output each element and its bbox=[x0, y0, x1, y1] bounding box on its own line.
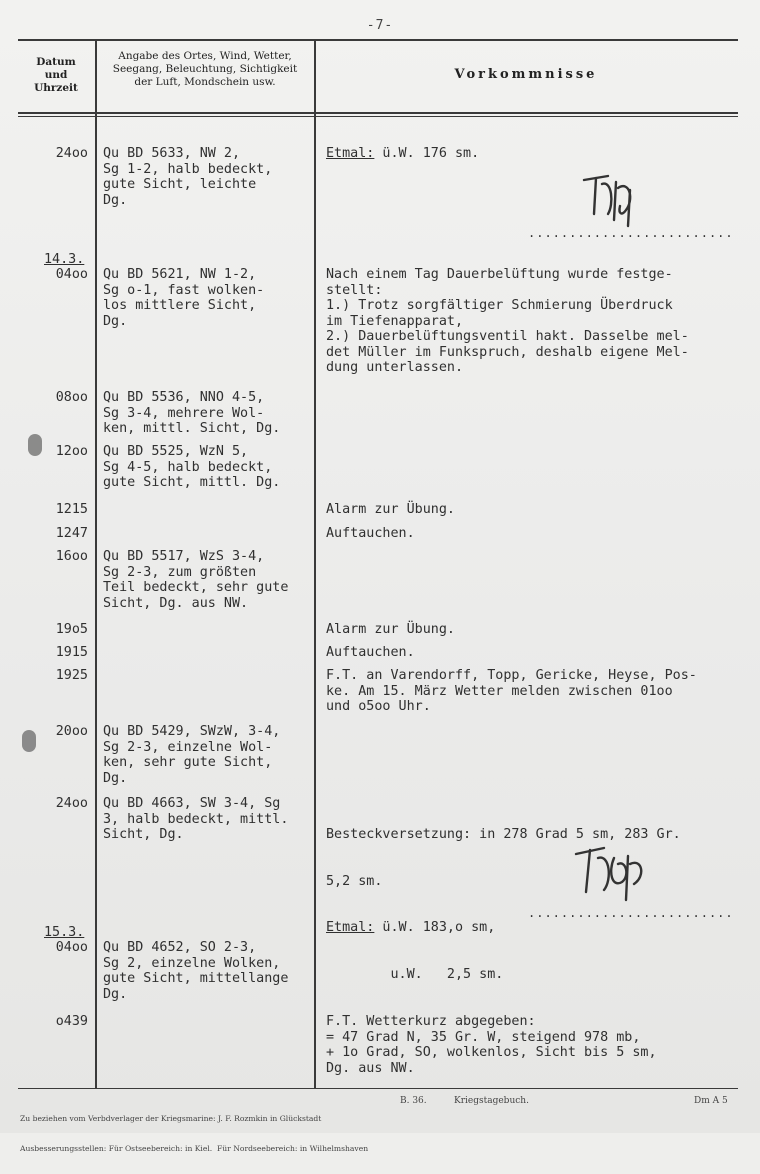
entry-time: 1915 bbox=[55, 645, 88, 660]
event-line: = 47 Grad N, 35 Gr. W, steigend 978 mb, bbox=[326, 1029, 641, 1045]
form-title: Kriegstagebuch. bbox=[454, 1096, 529, 1106]
header-date-line: und bbox=[44, 69, 68, 81]
entry-event bbox=[326, 1014, 657, 1076]
page-number: -7- bbox=[366, 18, 394, 33]
entry-location bbox=[103, 146, 272, 208]
header-location-line: der Luft, Mondschein usw. bbox=[134, 76, 276, 88]
location-line: Sicht, Dg. aus NW. bbox=[103, 595, 249, 611]
location-line: Qu BD 5536, NNO 4-5, bbox=[103, 390, 265, 405]
location-line: Qu BD 5517, WzS 3-4, bbox=[103, 549, 265, 564]
entry-time: 24oo bbox=[55, 796, 88, 811]
header-location-line: Seegang, Beleuchtung, Sichtigkeit bbox=[112, 63, 298, 75]
entry-location bbox=[103, 444, 280, 491]
entry-date: 15.3. bbox=[44, 925, 85, 940]
footer-line: Ausbesserungsstellen: Für Ostseebereich: in Kiel. Für Nordseebereich: in Wilhelmshaven bbox=[20, 1144, 369, 1153]
form-number: B. 36. bbox=[400, 1096, 427, 1106]
event-line: + 1o Grad, SO, wolkenlos, Sicht bis 5 sm, bbox=[326, 1045, 657, 1060]
location-line: los mittlere Sicht, bbox=[103, 298, 257, 313]
header-location-column bbox=[97, 50, 313, 89]
event-line bbox=[326, 920, 681, 936]
entry-time: 1247 bbox=[55, 526, 88, 541]
location-line: Sg 2, einzelne Wolken, bbox=[103, 955, 281, 971]
entry-event: Alarm zur Übung. bbox=[326, 622, 455, 637]
column-rule-1 bbox=[95, 39, 97, 1089]
entry-event bbox=[326, 668, 697, 715]
event-line: F.T. an Varendorff, Topp, Gericke, Heyse, Pos- bbox=[326, 668, 697, 683]
entry-time: 04oo bbox=[55, 267, 88, 282]
entry-location bbox=[103, 549, 288, 611]
event-line: stellt: bbox=[326, 282, 383, 298]
entry-event: Alarm zur Übung. bbox=[326, 502, 455, 517]
location-line: 3, halb bedeckt, mittl. bbox=[103, 811, 289, 827]
location-line: Qu BD 4663, SW 3-4, Sg bbox=[103, 796, 281, 811]
event-line: und o5oo Uhr. bbox=[326, 699, 431, 714]
location-line: Sg 2-3, zum größten bbox=[103, 564, 257, 580]
event-line: 2.) Dauerbelüftungsventil hakt. Dasselbe mel- bbox=[326, 329, 689, 344]
table-top-rule bbox=[18, 39, 738, 41]
footer-line: Zu beziehen vom Verbdverlager der Kriegsmarine: J. F. Rozmkin in Glückstadt bbox=[20, 1114, 322, 1123]
entry-time: 12oo bbox=[55, 444, 88, 459]
event-line: det Müller im Funkspruch, deshalb eigene Mel- bbox=[326, 344, 689, 360]
location-line: Dg. bbox=[103, 313, 128, 329]
header-bottom-rule-2 bbox=[18, 116, 738, 117]
event-line: 1.) Trotz sorgfältiger Schmierung Überdruck bbox=[326, 298, 673, 313]
location-line: Sg 3-4, mehrere Wol- bbox=[103, 405, 265, 421]
entry-event bbox=[326, 267, 689, 376]
footer-publisher-note bbox=[20, 1094, 368, 1174]
header-location-line: Angabe des Ortes, Wind, Wetter, bbox=[118, 50, 292, 62]
entry-time: 19o5 bbox=[55, 622, 88, 637]
location-line: Qu BD 5633, NW 2, bbox=[103, 146, 241, 161]
header-date-line: Uhrzeit bbox=[34, 82, 78, 94]
entry-event bbox=[326, 146, 479, 162]
entry-time: 1925 bbox=[55, 668, 88, 683]
location-line: Qu BD 4652, SO 2-3, bbox=[103, 940, 257, 955]
event-line: im Tiefenapparat, bbox=[326, 313, 464, 329]
entry-time: 08oo bbox=[55, 390, 88, 405]
entry-time: 24oo bbox=[55, 146, 88, 161]
entry-location bbox=[103, 267, 264, 329]
location-line: ken, mittl. Sicht, Dg. bbox=[103, 421, 281, 436]
event-line: 5,2 sm. bbox=[326, 873, 383, 889]
entry-location bbox=[103, 796, 288, 843]
location-line: gute Sicht, mittl. Dg. bbox=[103, 475, 281, 490]
event-line: ke. Am 15. März Wetter melden zwischen 01oo bbox=[326, 683, 673, 699]
entry-location bbox=[103, 724, 280, 786]
header-bottom-rule bbox=[18, 112, 738, 114]
header-date-line: Datum bbox=[36, 56, 76, 68]
event-line: dung unterlassen. bbox=[326, 360, 464, 375]
signature-mark bbox=[578, 170, 648, 230]
location-line: Sicht, Dg. bbox=[103, 827, 184, 842]
location-line: Teil bedeckt, sehr gute bbox=[103, 580, 289, 595]
location-line: ken, sehr gute Sicht, bbox=[103, 755, 273, 770]
event-line: Besteckversetzung: in 278 Grad 5 sm, 283 Gr. bbox=[326, 827, 681, 842]
footer-rule bbox=[18, 1088, 738, 1089]
etmal-label: Etmal: bbox=[326, 146, 375, 161]
entry-location bbox=[103, 940, 288, 1002]
location-line: Qu BD 5621, NW 1-2, bbox=[103, 267, 257, 282]
location-line: gute Sicht, mittellange bbox=[103, 971, 289, 986]
entry-time: 1215 bbox=[55, 502, 88, 517]
location-line: Sg 1-2, halb bedeckt, bbox=[103, 161, 273, 177]
etmal-label: Etmal: bbox=[326, 920, 375, 935]
location-line: Dg. bbox=[103, 770, 128, 786]
etmal-value: ü.W. 176 sm. bbox=[374, 146, 480, 161]
event-line: Dg. aus NW. bbox=[326, 1060, 415, 1076]
entry-time: 20oo bbox=[55, 724, 88, 739]
event-line: F.T. Wetterkurz abgegeben: bbox=[326, 1014, 536, 1029]
signature-mark bbox=[572, 842, 652, 906]
entry-time: o439 bbox=[55, 1014, 88, 1029]
location-line: Sg o-1, fast wolken- bbox=[103, 282, 265, 298]
event-line: u.W. 2,5 sm. bbox=[326, 966, 504, 982]
signature-dotted-line: ......................... bbox=[528, 906, 734, 920]
signature-dotted-line: ......................... bbox=[528, 226, 734, 240]
entry-event: Auftauchen. bbox=[326, 526, 415, 541]
location-line: Sg 4-5, halb bedeckt, bbox=[103, 459, 273, 475]
header-events-column: Vorkommnisse bbox=[454, 67, 598, 82]
entry-event: Auftauchen. bbox=[326, 645, 415, 660]
location-line: gute Sicht, leichte bbox=[103, 177, 257, 192]
location-line: Qu BD 5525, WzN 5, bbox=[103, 444, 249, 459]
event-line: Nach einem Tag Dauerbelüftung wurde festge- bbox=[326, 267, 673, 282]
entry-date: 14.3. bbox=[44, 252, 85, 267]
entry-time: 04oo bbox=[55, 940, 88, 955]
form-code: Dm A 5 bbox=[694, 1096, 728, 1106]
location-line: Dg. bbox=[103, 192, 128, 208]
location-line: Dg. bbox=[103, 986, 128, 1002]
header-date-column bbox=[18, 56, 94, 95]
location-line: Qu BD 5429, SWzW, 3-4, bbox=[103, 724, 281, 739]
location-line: Sg 2-3, einzelne Wol- bbox=[103, 739, 273, 755]
entry-location bbox=[103, 390, 280, 437]
entry-time: 16oo bbox=[55, 549, 88, 564]
etmal-value: ü.W. 183,o sm, bbox=[374, 920, 496, 935]
column-rule-2 bbox=[314, 39, 316, 1089]
